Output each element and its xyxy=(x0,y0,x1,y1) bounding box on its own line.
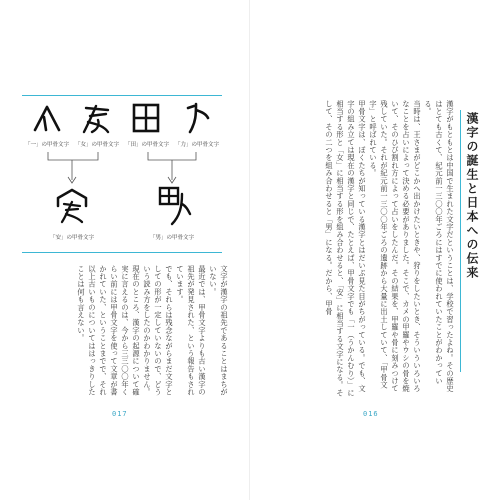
caption-otoko: 「男」の甲骨文字 xyxy=(149,235,194,241)
figure-top-rule xyxy=(22,95,222,96)
oracle-otoko-glyph xyxy=(152,184,194,228)
caption-onna: 「女」の甲骨文字 xyxy=(74,142,119,148)
oracle-ichi-glyph xyxy=(30,104,64,134)
caption-ta: 「田」の甲骨文字 xyxy=(124,142,169,148)
oracle-an-glyph xyxy=(52,186,92,226)
chapter-title: 漢字の誕生と日本への伝来 xyxy=(465,112,479,280)
caption-an: 「安」の甲骨文字 xyxy=(49,235,94,241)
right-body-text: 漢字がもともとは中国で生まれた文字だということは、学校で習ったよね。その歴史はとても古くて、紀元前一三〇〇年ごろにはすでに使われていたことがわかっている。 当時は、王さまがどこかへ出かけたいときや、狩りをしたいとき、そういういろいろなことを占いによって決める必要がありました。そこで、カメの甲羅やウシの骨を焼いて、そのひび割れ方によって占いをしたんだ。その結果を、甲羅や骨に刻みつけて残していた。それが紀元前一三〇〇年ごろの遺跡から大量に出土していて、「甲骨文字」と呼ばれている。 甲骨文字は、ぼくたちが知っている漢字とはだいぶ見た目がちがっている。でも、文字の組み立ては現在の漢字と同じで、たとえば、甲骨文字でも「一（うかんむり）」に相当する形と「女」に相当する形を組み合わせると、「安」に相当する文字になる。そして、その二つを組み合わせると「男」になる。だから、甲骨 xyxy=(325,100,455,397)
right-page-number: 016 xyxy=(363,410,379,418)
left-page-number: 017 xyxy=(112,410,128,418)
right-page xyxy=(250,0,500,500)
left-body-text: 文字が漢字の祖先であることはまちがいない。 最近では、甲骨文字よりも古い漢字の祖先が発見された、という報告もされています。 でも、それらは残念ながらまだ文字としての形が一定していないので、どういう読み方をしたのかわかりません。現在のところ、漢字の起源について確実に言えるのは、今から三三〇〇年くらい前には甲骨文字を使って文章が書かれていた、ということまでで、それ以上古いものについてははっきりしたことは何も言えない。 xyxy=(77,265,229,396)
caption-ichi: 「一」の甲骨文字 xyxy=(24,142,69,148)
oracle-chikara-glyph xyxy=(178,100,212,136)
figure-bottom-rule xyxy=(22,252,222,253)
title-accent-line xyxy=(460,110,461,372)
caption-chikara: 「力」の甲骨文字 xyxy=(174,142,219,148)
connector-lines xyxy=(0,150,250,220)
oracle-onna-glyph xyxy=(78,102,114,136)
oracle-ta-glyph xyxy=(130,102,162,134)
